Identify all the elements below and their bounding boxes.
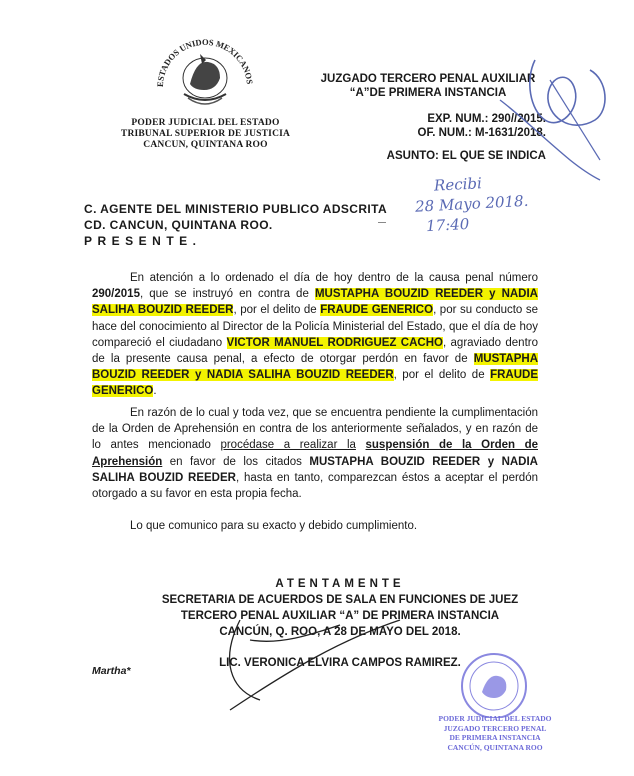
court-stamp-text: PODER JUDICIAL DEL ESTADO JUZGADO TERCERO PENAL DE PRIMERA INSTANCIA CANCÚN, QUINTANA ROO bbox=[438, 714, 552, 752]
accused-highlight: MUSTAPHA BOUZID REEDER y NADIA SALIHA BOUZID REEDER bbox=[92, 353, 538, 382]
handwritten-receipt: Recibi 28 Mayo 2018. 17:40 bbox=[414, 174, 529, 236]
seal-ring-text: ESTADOS UNIDOS MEXICANOS bbox=[154, 36, 255, 88]
paragraph-1: En atención a lo ordenado el día de hoy dentro de la causa penal número 290/2015, que se instruyó en contra de MUSTAPHA BOUZID REEDER y NADIA SALIHA BOUZID REEDER, por el delito de FRAUDE GENERICO, por su conducto se hace del conocimiento al Director de la Policía Ministerial del Estado, que el día de hoy compareció el ciudadano VICTOR MANUEL RODRIGUEZ CACHO, agraviado dentro de la presente causa penal, a efecto de otorgar perdón en favor de MUSTAPHA BOUZID REEDER y NADIA SALIHA BOUZID REEDER, por el delito de FRAUDE GENERICO. bbox=[92, 272, 539, 398]
atentamente: ATENTAMENTE bbox=[275, 578, 405, 590]
asunto-line: ASUNTO: EL QUE SE INDICA bbox=[386, 150, 546, 162]
offense-highlight: FRAUDE GENERICO bbox=[320, 304, 434, 317]
typist-initials: Martha* bbox=[92, 665, 131, 677]
signer-title: SECRETARIA DE ACUERDOS DE SALA EN FUNCIONES DE JUEZ TERCERO PENAL AUXILIAR “A” DE PRIMERA INSTANCIA CANCÚN, Q. ROO, A 28 DE MAYO DEL 2018. bbox=[161, 594, 519, 638]
accused-highlight: MUSTAPHA BOUZID REEDER y NADIA SALIHA BOUZID REEDER bbox=[92, 288, 538, 317]
signer-name: LIC. VERONICA ELVIRA CAMPOS RAMIREZ. bbox=[219, 657, 461, 669]
court-left-header: PODER JUDICIAL DEL ESTADO TRIBUNAL SUPERIOR DE JUSTICIA CANCUN, QUINTANA ROO bbox=[120, 118, 291, 150]
of-num: OF. NUM.: M-1631/2018. bbox=[417, 127, 546, 139]
victim-highlight: VICTOR MANUEL RODRIGUEZ CACHO bbox=[226, 336, 443, 349]
paragraph-3: Lo que comunico para su exacto y debido cumplimiento. bbox=[130, 520, 418, 532]
court-stamp-seal bbox=[448, 648, 540, 718]
exp-num: EXP. NUM.: 290//2015. bbox=[427, 113, 546, 125]
court-right-header: JUZGADO TERCERO PENAL AUXILIAR “A”DE PRIMERA INSTANCIA bbox=[320, 73, 536, 99]
recipient-block: C. AGENTE DEL MINISTERIO PUBLICO ADSCRITA CD. CANCUN, QUINTANA ROO. PRESENTE. bbox=[84, 202, 388, 248]
mexico-coat-of-arms-seal bbox=[150, 26, 260, 118]
offense-highlight: FRAUDE GENERICO bbox=[92, 369, 538, 398]
paragraph-2: En razón de lo cual y toda vez, que se encuentra pendiente la cumplimentación de la Orden de Aprehensión en contra de los anteriormente señalados, y en razón de lo antes mencionado procédase a realizar la suspensión de la Orden de Aprehensión en favor de los citados MUSTAPHA BOUZID REEDER y NADIA SALIHA BOUZID REEDER, hasta en tanto, comparezcan éstos a aceptar el perdón otorgado a su favor en esta propia fecha. bbox=[92, 407, 539, 501]
